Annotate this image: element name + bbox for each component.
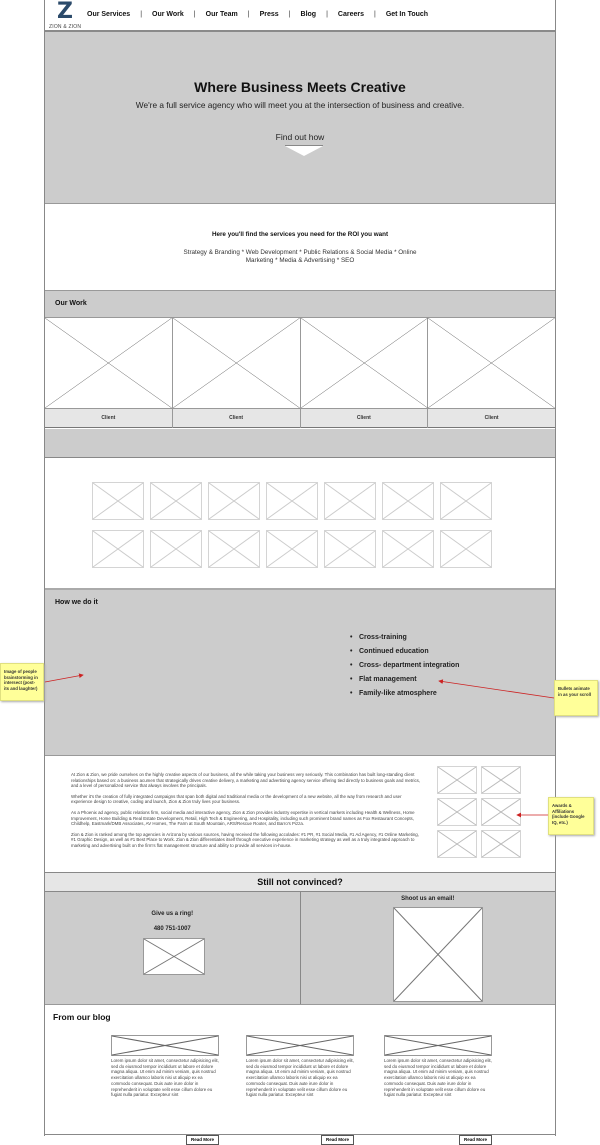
award-placeholder xyxy=(481,830,521,858)
work-item[interactable] xyxy=(428,318,555,428)
work-grid xyxy=(45,318,555,428)
work-image-placeholder xyxy=(428,318,555,409)
down-arrow-icon[interactable] xyxy=(285,146,323,156)
nav-separator: | xyxy=(193,11,196,18)
nav-separator: | xyxy=(326,11,328,18)
phone-image-placeholder xyxy=(143,938,205,975)
email-form-placeholder[interactable] xyxy=(393,907,483,1002)
phone-number[interactable]: 480 751-1007 xyxy=(153,926,191,932)
work-item[interactable] xyxy=(45,318,173,428)
nav-get-in-touch[interactable]: Get In Touch xyxy=(385,11,429,18)
blog-heading: From our blog xyxy=(53,1012,111,1022)
read-more-button[interactable]: Read More xyxy=(186,1135,219,1145)
blog-post xyxy=(384,1035,494,1142)
find-out-how-link[interactable]: Find out how xyxy=(275,132,325,142)
logo-row xyxy=(92,530,492,568)
award-placeholder xyxy=(437,766,477,794)
annotation-note-bullets: Bullets animate in as your scroll xyxy=(554,680,598,716)
client-logo-placeholder xyxy=(150,482,202,520)
work-image-placeholder xyxy=(45,318,172,409)
nav-separator: | xyxy=(140,11,143,18)
blog-excerpt: Lorem ipsum dolor sit amet, consectetur adipisicing elit, sed do eiusmod tempor incididunt ut labore et dolore magna aliqua. Ut enim ad minim veniam, quis nostrud exercitation ullamco laboris nisi ut aliquip ex ea commodo consequat. Duis aute irure dolor in reprehenderit in voluptate velit esse cillum dolore eu fugiat nulla pariatur. Excepteur sint xyxy=(384,1058,492,1098)
awards-grid xyxy=(437,766,521,858)
nav-careers[interactable]: Careers xyxy=(337,11,364,18)
still-not-convinced-heading: Still not convinced? xyxy=(45,872,555,892)
client-label[interactable]: Client xyxy=(45,409,172,428)
logo-text: ZION & ZION xyxy=(49,24,82,30)
award-placeholder xyxy=(437,830,477,858)
bullet-item: • Cross- department integration xyxy=(350,662,459,669)
blog-post xyxy=(246,1035,356,1142)
about-text xyxy=(71,772,423,854)
read-more-button[interactable]: Read More xyxy=(321,1135,354,1145)
nav-blog[interactable]: Blog xyxy=(300,11,317,18)
blog-image-placeholder xyxy=(246,1035,354,1056)
how-we-do-it-section xyxy=(45,588,555,756)
award-placeholder xyxy=(481,798,521,826)
about-paragraph: Whether it's the creation of fully integrated campaigns that span both digital and traditional media or the development of a new website, all the way from research and user experience design to creative, coding and launch, Zion & Zion truly lives your business. xyxy=(71,793,402,805)
blog-excerpt: Lorem ipsum dolor sit amet, consectetur adipisicing elit, sed do eiusmod tempor incididunt ut labore et dolore magna aliqua. Ut enim ad minim veniam, quis nostrud exercitation ullamco laboris nisi ut aliquip ex ea commodo consequat. Duis aute irure dolor in reprehenderit in voluptate velit esse cillum dolore eu fugiat nulla pariatur. Excepteur sint xyxy=(111,1058,219,1098)
nav-separator: | xyxy=(373,11,376,18)
nav-our-team[interactable]: Our Team xyxy=(205,11,238,18)
client-logo-placeholder xyxy=(382,482,434,520)
nav-our-services[interactable]: Our Services xyxy=(87,11,131,18)
about-section xyxy=(45,756,555,872)
annotation-note-awards: Awards & Affiliations (include Google IQ, etc.) xyxy=(548,797,594,835)
nav-press[interactable]: Press xyxy=(259,11,279,18)
phone-column xyxy=(45,892,301,1004)
blog-section xyxy=(45,1005,555,1142)
how-we-do-it-heading: How we do it xyxy=(55,599,98,606)
culture-bullet-list xyxy=(350,634,459,704)
nav-separator: | xyxy=(288,11,291,18)
divider-band xyxy=(45,429,555,458)
wireframe-page xyxy=(44,0,556,1142)
work-image-placeholder xyxy=(173,318,300,409)
blog-image-placeholder xyxy=(384,1035,492,1056)
client-logo-placeholder xyxy=(150,530,202,568)
logo-mark: Z xyxy=(57,0,73,24)
give-us-a-ring-label: Give us a ring! xyxy=(151,911,194,917)
client-logo-placeholder xyxy=(92,530,144,568)
logo-row xyxy=(92,482,492,520)
hero-title: Where Business Meets Creative xyxy=(194,79,406,95)
bullet-item: • Cross-training xyxy=(350,634,459,641)
client-logo-placeholder xyxy=(382,530,434,568)
shoot-us-an-email-label: Shoot us an email! xyxy=(401,896,455,902)
client-logo-placeholder xyxy=(208,482,260,520)
work-image-placeholder xyxy=(301,318,428,409)
client-logo-placeholder xyxy=(92,482,144,520)
award-placeholder xyxy=(437,798,477,826)
main-nav xyxy=(87,11,428,18)
client-logo-placeholder xyxy=(440,482,492,520)
services-heading: Here you'll find the services you need for the ROI you want xyxy=(211,231,389,238)
award-placeholder xyxy=(481,766,521,794)
about-paragraph: Zion & Zion is ranked among the top agencies in Arizona by various sources, having received the following accolades: #1 PR, #1 Social Media, #1 Ad Agency, #1 Online Marketing, #1 Graphic Design, as well as #1 Best Place to Work. Zion & Zion differentiates itself through executive experience in marketing strategy as well as a truly integrated approach to marketing and advertising built on the firm's flat management structure and ability to provide all services in-house. xyxy=(71,831,419,848)
zion-logo[interactable] xyxy=(48,1,82,31)
contact-section xyxy=(45,892,555,1005)
work-item[interactable] xyxy=(301,318,429,428)
site-header xyxy=(45,0,555,32)
bullet-item: • Flat management xyxy=(350,676,459,683)
client-label[interactable]: Client xyxy=(428,409,555,428)
client-label[interactable]: Client xyxy=(301,409,428,428)
client-logo-placeholder xyxy=(324,530,376,568)
client-logo-placeholder xyxy=(266,482,318,520)
read-more-button[interactable]: Read More xyxy=(459,1135,492,1145)
about-paragraph: At Zion & Zion, we pride ourselves on the highly creative aspects of our business, all the while taking your business very seriously. This combination has built long-standing client relationships based on: a business acumen that strategically drives creative delivery, a marketing and advertising agency service offering tied directly to business goals and metrics, and a level of personalized service that always involves the principals. xyxy=(71,772,421,789)
client-label[interactable]: Client xyxy=(173,409,300,428)
bullet-item: • Continued education xyxy=(350,648,459,655)
client-logo-placeholder xyxy=(324,482,376,520)
nav-separator: | xyxy=(247,11,250,18)
client-logo-placeholder xyxy=(208,530,260,568)
annotation-note-image: Image of people brainstorming in intersect (post-its and laughter) xyxy=(0,663,44,701)
blog-post xyxy=(111,1035,221,1142)
hero-subtitle: We're a full service agency who will meet you at the intersection of business and creative. xyxy=(135,100,465,110)
services-list: Strategy & Branding * Web Development * Public Relations & Social Media * Online Marketing * Media & Advertising * SEO xyxy=(183,249,417,264)
nav-our-work[interactable]: Our Work xyxy=(152,11,184,18)
hero-section xyxy=(45,32,555,204)
our-work-heading: Our Work xyxy=(55,300,87,307)
email-column xyxy=(301,892,556,1004)
services-section xyxy=(45,204,555,290)
bullet-item: • Family-like atmosphere xyxy=(350,690,459,697)
our-work-header xyxy=(45,290,555,318)
work-item[interactable] xyxy=(173,318,301,428)
client-logo-placeholder xyxy=(266,530,318,568)
client-logo-wall xyxy=(45,458,555,588)
client-logo-placeholder xyxy=(440,530,492,568)
blog-image-placeholder xyxy=(111,1035,219,1056)
about-paragraph: As a Phoenix ad agency, public relations firm, social media and interactive agency, Zion & Zion provides industry expertise in vertical markets including Health & Wellness, Home Improvement, Home Building & Real Estate Development, Retail, High Tech & Engineering, and Hospitality, including such prominent brand names as Fox Restaurant Concepts, Childhelp, Eastmark/DMB Associates, AV Homes, The Farm at South Mountain, ARS/Rescue Rooter, and Barro's Pizza. xyxy=(71,809,415,827)
blog-excerpt: Lorem ipsum dolor sit amet, consectetur adipisicing elit, sed do eiusmod tempor incididunt ut labore et dolore magna aliqua. Ut enim ad minim veniam, quis nostrud exercitation ullamco laboris nisi ut aliquip ex ea commodo consequat. Duis aute irure dolor in reprehenderit in voluptate velit esse cillum dolore eu fugiat nulla pariatur. Excepteur sint xyxy=(246,1058,354,1098)
